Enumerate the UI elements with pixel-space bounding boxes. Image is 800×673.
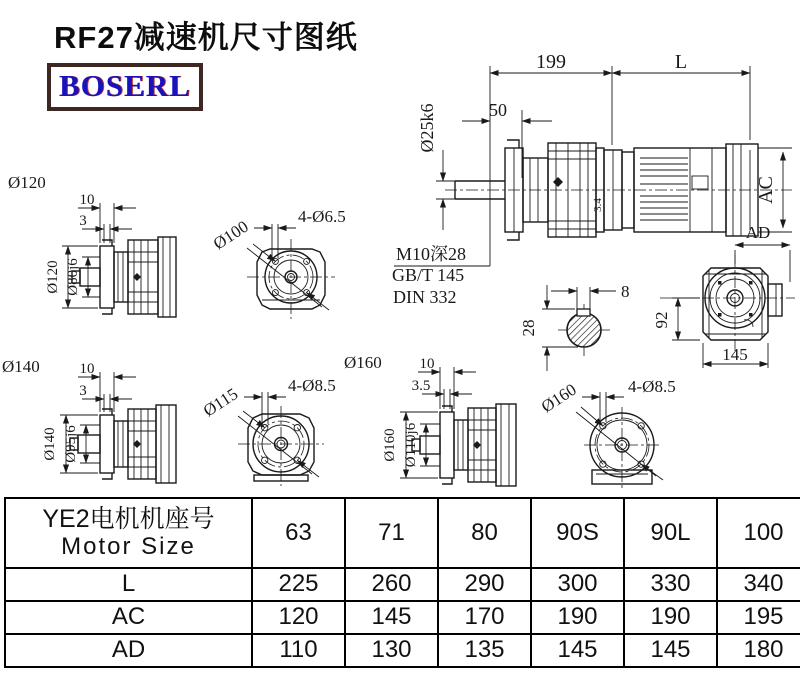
L-value-100: 340 (717, 568, 800, 601)
thread-note-line1: M10深28 (396, 244, 467, 264)
flange-140-bolt-circle-label: Ø115 (199, 384, 242, 421)
header-motor-size-cell (5, 498, 252, 568)
flange-160-bolt-circle-label: Ø160 (537, 379, 580, 417)
L-value-90s: 300 (531, 568, 624, 601)
AD-value-80: 135 (438, 634, 531, 667)
L-value-80: 290 (438, 568, 531, 601)
row-label-L: L (5, 568, 252, 601)
key-width-label: 8 (621, 282, 630, 301)
flange-120-side-view (8, 173, 176, 317)
brand-logo-text: BOSERL (59, 68, 191, 103)
flange-160-front-view (538, 377, 676, 488)
AC-value-100: 195 (717, 601, 800, 634)
dim-ad-label: AD (745, 223, 771, 242)
thread-note-line3: DIN 332 (393, 287, 457, 307)
AD-value-71: 130 (345, 634, 438, 667)
AC-value-63: 120 (252, 601, 345, 634)
AD-value-90l: 145 (624, 634, 717, 667)
table-header-row (5, 498, 800, 568)
page-title: RF27减速机尺寸图纸 (54, 20, 358, 55)
flange-120-label: Ø120 (8, 173, 46, 192)
main-assembly-view (417, 51, 792, 266)
L-value-63: 225 (252, 568, 345, 601)
row-label-AC: AC (5, 601, 252, 634)
key-height-label: 28 (519, 319, 538, 337)
size-col-100: 100 (717, 498, 800, 568)
row-label-AD: AD (5, 634, 252, 667)
flange-120-dim-3: 3 (79, 213, 87, 229)
flange-120-front-view (210, 207, 346, 319)
rear-view (652, 223, 795, 368)
table-row-AD (5, 634, 800, 667)
thread-note (392, 244, 490, 307)
flange-140-front-view (200, 376, 336, 486)
flange-160-dim-outer: Ø160 (382, 428, 398, 462)
dim-motor-length-label: L (674, 51, 688, 73)
flange-120-dim-spigot: Ø80j6 (65, 258, 81, 296)
AD-value-63: 110 (252, 634, 345, 667)
dim-50-label: 50 (489, 100, 507, 120)
flange-140-dim-spigot: Ø95j6 (63, 425, 79, 463)
size-col-71: 71 (345, 498, 438, 568)
flange-140-side-view (2, 357, 176, 483)
size-col-63: 63 (252, 498, 345, 568)
motor-size-table (4, 497, 800, 668)
flange-140-label: Ø140 (2, 357, 40, 376)
AC-value-80: 170 (438, 601, 531, 634)
L-value-71: 260 (345, 568, 438, 601)
AD-value-100: 180 (717, 634, 800, 667)
header-motor-size-zh: YE2电机机座号 (42, 505, 215, 534)
AC-value-71: 145 (345, 601, 438, 634)
AC-value-90s: 190 (531, 601, 624, 634)
flange-120-dim-10: 10 (79, 192, 95, 208)
flange-160-dim-spigot: Ø110j6 (403, 422, 419, 468)
size-col-90s: 90S (531, 498, 624, 568)
table-row-L (5, 568, 800, 601)
flange-160-label: Ø160 (344, 353, 382, 372)
AD-value-90s: 145 (531, 634, 624, 667)
brand-logo (47, 63, 203, 111)
thread-note-line2: GB/T 145 (392, 265, 465, 285)
table-row-AC (5, 601, 800, 634)
flange-140-holes-label: 4-Ø8.5 (288, 376, 336, 395)
flange-140-dim-outer: Ø140 (42, 427, 58, 461)
header-motor-size-en: Motor Size (61, 532, 196, 560)
flange-120-dim-outer: Ø120 (45, 260, 61, 294)
flange-160-side-view (344, 353, 516, 486)
flange-160-dim-3-5: 3.5 (411, 378, 431, 394)
flange-140-dim-3: 3 (79, 383, 87, 399)
size-col-90l: 90L (624, 498, 717, 568)
flange-160-dim-10: 10 (419, 356, 435, 372)
size-col-80: 80 (438, 498, 531, 568)
dim-199-label: 199 (536, 51, 566, 73)
flange-160-holes-label: 4-Ø8.5 (628, 377, 676, 396)
L-value-90l: 330 (624, 568, 717, 601)
dim-92-label: 92 (652, 311, 671, 329)
flange-140-dim-10: 10 (79, 361, 95, 377)
AC-value-90l: 190 (624, 601, 717, 634)
flange-120-bolt-circle-label: Ø100 (209, 216, 252, 254)
dim-shaft-dia-label: Ø25k6 (417, 103, 437, 153)
key-cross-section-view (519, 282, 630, 371)
dim-145-label: 145 (722, 345, 748, 364)
flange-120-holes-label: 4-Ø6.5 (298, 207, 346, 226)
dim-ac-label: AC (755, 176, 777, 204)
dim-gap-label: 3.4 (592, 198, 604, 212)
